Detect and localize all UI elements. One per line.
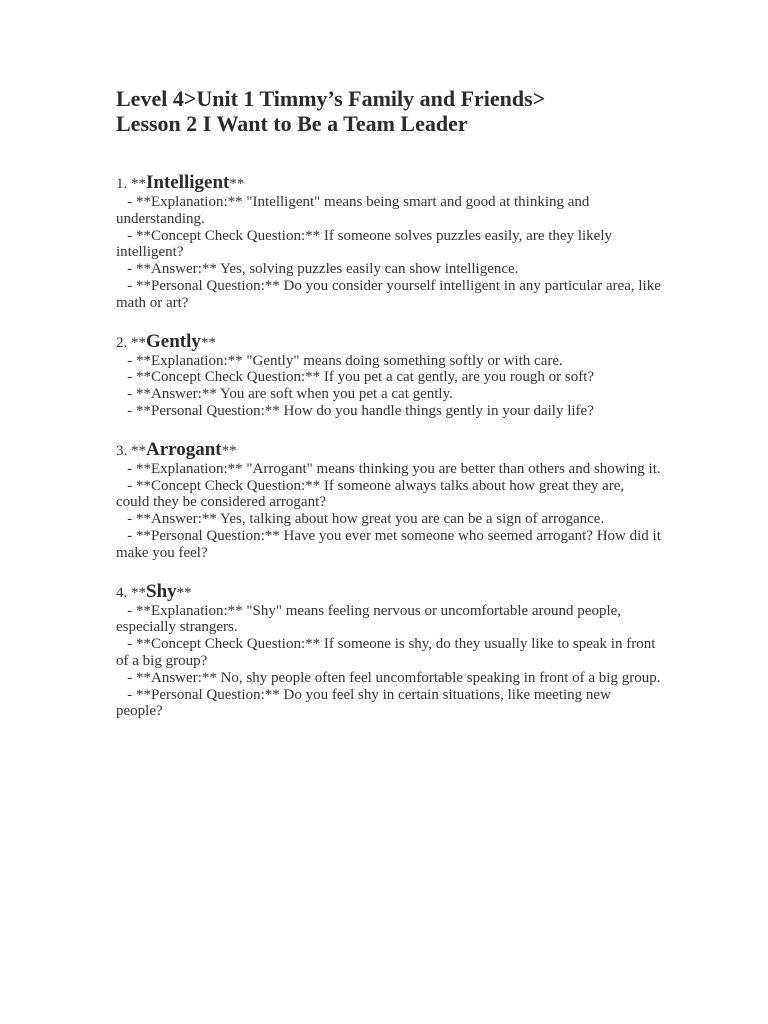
answer-line: - **Answer:** Yes, talking about how great you are can be a sign of arrogance. [127,511,605,528]
answer-line: - **Answer:** You are soft when you pet a cat gently. [127,386,453,403]
vocabulary-list [116,173,661,720]
vocabulary-term: Intelligent [146,172,230,193]
lesson-title [116,86,661,136]
vocabulary-item-heading [116,582,661,603]
concept-check-line: - **Concept Check Question:** If someone is shy, do they usually like to speak in front of a big group? [116,636,656,669]
item-suffix: ** [229,176,245,192]
explanation-line: - **Explanation:** "Intelligent" means being smart and good at thinking and understanding. [116,194,590,227]
vocabulary-term: Shy [146,580,177,602]
explanation-line: - **Explanation:** "Gently" means doing something softly or with care. [127,352,563,369]
concept-check-line: - **Concept Check Question:** If someone solves puzzles easily, are they likely intelligent? [116,227,612,261]
personal-question-line: - **Personal Question:** Do you feel shy in certain situations, like meeting new people? [116,686,611,720]
item-suffix: ** [200,334,216,351]
vocabulary-item-heading [116,332,661,353]
concept-check-line: - **Concept Check Question:** If you pet a cat gently, are you rough or soft? [127,369,595,386]
answer-line: - **Answer:** No, shy people often feel uncomfortable speaking in front of a big group. [127,669,661,686]
explanation-line: - **Explanation:** "Shy" means feeling nervous or uncomfortable around people, especially strangers. [116,602,622,636]
personal-question-line: - **Personal Question:** Do you consider yourself intelligent in any particular area, like math or art? [116,277,661,311]
item-suffix: ** [176,584,192,601]
vocabulary-item [116,582,661,721]
vocabulary-item-heading [116,173,661,194]
lesson-title-line-2: Lesson 2 I Want to Be a Team Leader [116,111,468,136]
concept-check-line: - **Concept Check Question:** If someone always talks about how great they are, could they be considered arrogant? [116,477,625,511]
vocabulary-item [116,332,661,420]
item-number: 4. ** [116,584,146,601]
vocabulary-item [116,173,661,312]
item-number: 2. ** [116,334,146,351]
vocabulary-item [116,440,661,562]
item-suffix: ** [221,442,237,459]
lesson-title-line-1: Level 4>Unit 1 Timmy’s Family and Friends> [116,86,546,111]
explanation-line: - **Explanation:** "Arrogant" means thinking you are better than others and showing it. [127,460,661,477]
answer-line: - **Answer:** Yes, solving puzzles easily can show intelligence. [127,261,519,278]
personal-question-line: - **Personal Question:** How do you handle things gently in your daily life? [127,402,594,419]
vocabulary-term: Arrogant [146,438,222,460]
document-page [116,86,661,740]
vocabulary-term: Gently [146,330,201,352]
vocabulary-item-heading [116,440,661,461]
personal-question-line: - **Personal Question:** Have you ever met someone who seemed arrogant? How did it make you feel? [116,527,661,561]
item-number: 1. ** [116,176,146,192]
item-number: 3. ** [116,442,146,459]
